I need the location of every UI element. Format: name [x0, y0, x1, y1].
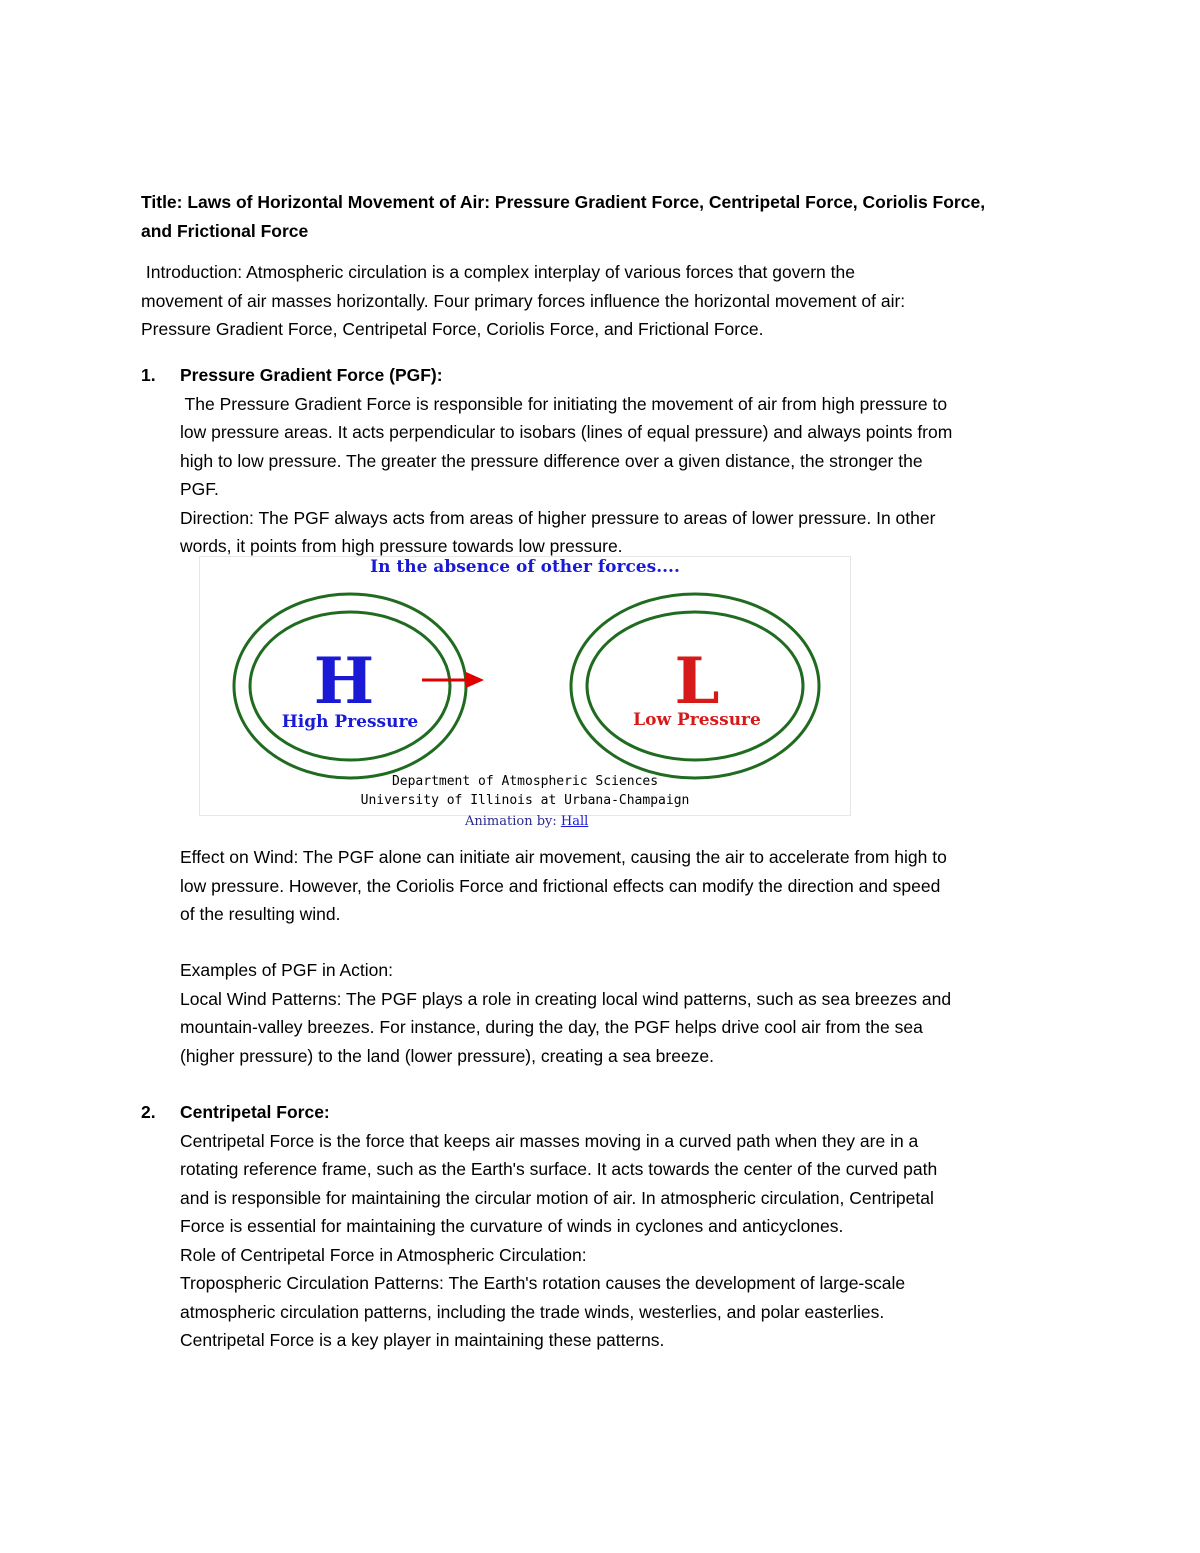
section-1-line-2: low pressure areas. It acts perpendicular to isobars (lines of equal pressure) and always points from [180, 422, 953, 442]
effect-on-wind-paragraph [180, 843, 1080, 929]
section-1-heading: Pressure Gradient Force (PGF): [180, 365, 443, 385]
section-1-line-5: Direction: The PGF always acts from areas of higher pressure to areas of lower pressure. In other [180, 507, 936, 528]
credit-line-2: University of Illinois at Urbana-Champaign [360, 793, 690, 808]
low-label: Low Pressure [633, 710, 761, 730]
intro-line-3: Pressure Gradient Force, Centripetal Force, Coriolis Force, and Frictional Force. [141, 319, 764, 339]
low-letter: L [674, 644, 720, 719]
section-2-line-1: Centripetal Force is the force that keeps air masses moving in a curved path when they are in a [180, 1130, 919, 1151]
examples-line-1: Examples of PGF in Action: [180, 960, 394, 980]
intro-line-2: movement of air masses horizontally. Four primary forces influence the horizontal movement of air: [141, 290, 906, 311]
section-1-line-1: The Pressure Gradient Force is responsible for initiating the movement of air from high pressure to [180, 393, 948, 414]
effect-line-2: low pressure. However, the Coriolis Force and frictional effects can modify the direction and speed [180, 875, 941, 896]
section-2-line-7: atmospheric circulation patterns, including the trade winds, westerlies, and polar easterlies. [180, 1301, 885, 1322]
section-2-line-5: Role of Centripetal Force in Atmospheric Circulation: [180, 1244, 587, 1265]
pgf-arrow-head [466, 672, 484, 688]
figure-title: In the absence of other forces.... [370, 557, 680, 577]
intro-line-1: Introduction: Atmospheric circulation is a complex interplay of various forces that govern the [141, 262, 855, 282]
section-2-line-4: Force is essential for maintaining the curvature of winds in cyclones and anticyclones. [180, 1216, 844, 1236]
section-1-line-3: high to low pressure. The greater the pressure difference over a given distance, the stronger the [180, 450, 923, 471]
section-2-line-3: and is responsible for maintaining the circular motion of air. In atmospheric circulation, Centripetal [180, 1187, 934, 1208]
examples-line-4: (higher pressure) to the land (lower pressure), creating a sea breeze. [180, 1045, 715, 1066]
section-2-line-8: Centripetal Force is a key player in maintaining these patterns. [180, 1330, 665, 1350]
introduction-paragraph [141, 258, 1041, 344]
animation-author-link[interactable]: Hall [560, 814, 589, 829]
section-2-text [180, 1098, 1080, 1355]
section-2-line-2: rotating reference frame, such as the Earth's surface. It acts towards the center of the curved path [180, 1159, 938, 1179]
examples-line-2: Local Wind Patterns: The PGF plays a role in creating local wind patterns, such as sea breezes and [180, 988, 952, 1009]
section-2-heading: Centripetal Force: [180, 1102, 330, 1122]
title-line-1: Title: Laws of Horizontal Movement of Air: Pressure Gradient Force, Centripetal Force, Coriolis Force, [141, 192, 986, 212]
pgf-diagram [199, 556, 851, 816]
section-1-line-6: words, it points from high pressure towards low pressure. [180, 536, 623, 556]
figure-credit [200, 772, 850, 810]
section-2-line-6: Tropospheric Circulation Patterns: The Earth's rotation causes the development of large-scale [180, 1273, 906, 1293]
section-1-line-4: PGF. [180, 479, 219, 499]
examples-line-3: mountain-valley breezes. For instance, during the day, the PGF helps drive cool air from the sea [180, 1017, 923, 1037]
high-letter: H [313, 644, 375, 719]
examples-paragraph [180, 956, 1080, 1070]
effect-line-1: Effect on Wind: The PGF alone can initiate air movement, causing the air to accelerate from high to [180, 847, 947, 867]
effect-line-3: of the resulting wind. [180, 904, 341, 924]
section-1-number: 1. [141, 365, 156, 385]
title-line-2: and Frictional Force [141, 220, 309, 241]
section-2-number: 2. [141, 1102, 156, 1122]
document-title [141, 188, 1071, 245]
credit-line-1: Department of Atmospheric Sciences [391, 774, 659, 789]
animation-prefix: Animation by: [465, 814, 561, 829]
section-1-text [180, 361, 1080, 561]
animation-credit [465, 814, 588, 829]
high-label: High Pressure [281, 712, 419, 732]
